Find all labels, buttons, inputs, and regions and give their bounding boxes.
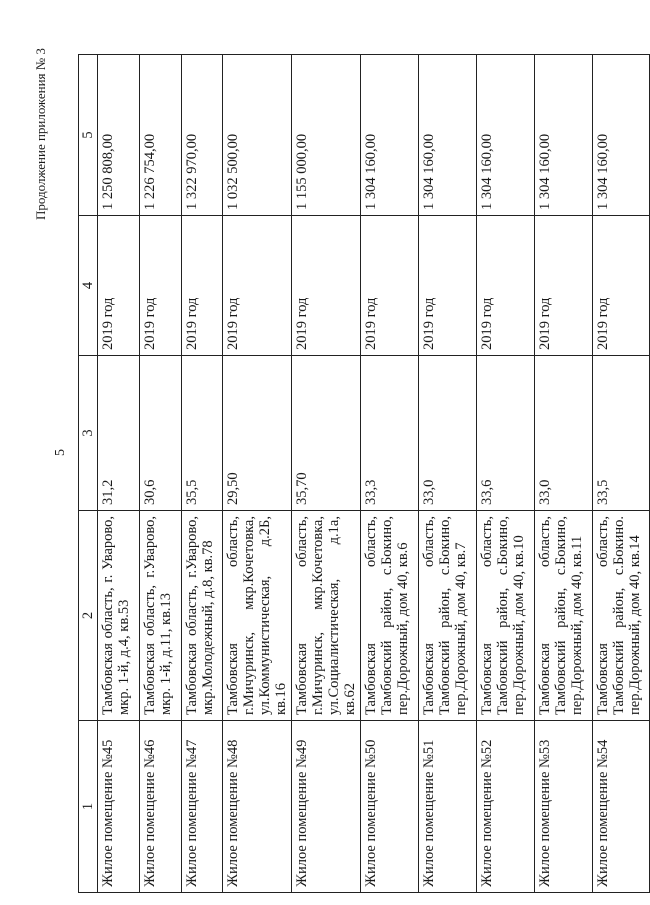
area-cell: 33,0 bbox=[535, 356, 593, 511]
price-cell: 1 304 160,00 bbox=[477, 55, 535, 216]
year-cell: 2019 год bbox=[361, 216, 419, 356]
housing-table bbox=[78, 54, 650, 893]
column-header: 5 bbox=[79, 55, 98, 216]
property-name-cell: Жилое помещение №53 bbox=[535, 721, 593, 893]
address-cell: Тамбовская область, Тамбовский район, с.Бокино, пер.Дорожный, дом 40, кв.7 bbox=[419, 511, 477, 721]
price-cell: 1 032 500,00 bbox=[223, 55, 292, 216]
year-cell: 2019 год bbox=[292, 216, 361, 356]
price-cell: 1 304 160,00 bbox=[593, 55, 650, 216]
property-name-cell: Жилое помещение №48 bbox=[223, 721, 292, 893]
area-cell: 35,5 bbox=[182, 356, 223, 511]
year-cell: 2019 год bbox=[477, 216, 535, 356]
area-cell: 29,50 bbox=[223, 356, 292, 511]
table-row bbox=[292, 55, 361, 893]
table-row bbox=[535, 55, 593, 893]
price-cell: 1 304 160,00 bbox=[535, 55, 593, 216]
year-cell: 2019 год bbox=[140, 216, 182, 356]
address-cell: Тамбовская область, Тамбовский район, с.Бокино. пер.Дорожный, дом 40, кв.14 bbox=[593, 511, 650, 721]
address-cell: Тамбовская область, Тамбовский район, с.Бокино, пер.Дорожный, дом 40, кв.11 bbox=[535, 511, 593, 721]
price-cell: 1 155 000,00 bbox=[292, 55, 361, 216]
year-cell: 2019 год bbox=[98, 216, 140, 356]
area-cell: 33,3 bbox=[361, 356, 419, 511]
property-name-cell: Жилое помещение №47 bbox=[182, 721, 223, 893]
address-cell: Тамбовская область, г.Уварово, мкр. 1-й, д.11, кв.13 bbox=[140, 511, 182, 721]
year-cell: 2019 год bbox=[535, 216, 593, 356]
table-row bbox=[593, 55, 650, 893]
price-cell: 1 322 970,00 bbox=[182, 55, 223, 216]
table-row bbox=[98, 55, 140, 893]
address-cell: Тамбовская область, Тамбовский район, с.Бокино, пер.Дорожный, дом 40, кв.10 bbox=[477, 511, 535, 721]
address-cell: Тамбовская область, г. Уварово, мкр. 1-й, д.4, кв.53 bbox=[98, 511, 140, 721]
price-cell: 1 304 160,00 bbox=[419, 55, 477, 216]
address-cell: Тамбовская область, Тамбовский район, с.Бокино, пер.Дорожный, дом 40, кв.6 bbox=[361, 511, 419, 721]
column-header: 4 bbox=[79, 216, 98, 356]
price-cell: 1 226 754,00 bbox=[140, 55, 182, 216]
column-number-row bbox=[79, 55, 98, 893]
property-name-cell: Жилое помещение №49 bbox=[292, 721, 361, 893]
page-number: 5 bbox=[53, 449, 68, 456]
area-cell: 31,2 bbox=[98, 356, 140, 511]
year-cell: 2019 год bbox=[593, 216, 650, 356]
area-cell: 33,5 bbox=[593, 356, 650, 511]
address-cell: Тамбовская область, г.Мичуринск, мкр.Кочетовка, ул.Социалистическая, д.1а, кв.62 bbox=[292, 511, 361, 721]
appendix-continuation-note: Продолжение приложения № 3 bbox=[33, 48, 48, 220]
property-name-cell: Жилое помещение №54 bbox=[593, 721, 650, 893]
column-header: 3 bbox=[79, 356, 98, 511]
table-row bbox=[361, 55, 419, 893]
price-cell: 1 304 160,00 bbox=[361, 55, 419, 216]
price-cell: 1 250 808,00 bbox=[98, 55, 140, 216]
property-name-cell: Жилое помещение №50 bbox=[361, 721, 419, 893]
column-header: 2 bbox=[79, 511, 98, 721]
table-row bbox=[223, 55, 292, 893]
area-cell: 30,6 bbox=[140, 356, 182, 511]
year-cell: 2019 год bbox=[182, 216, 223, 356]
property-name-cell: Жилое помещение №52 bbox=[477, 721, 535, 893]
year-cell: 2019 год bbox=[419, 216, 477, 356]
address-cell: Тамбовская область, г.Мичуринск, мкр.Кочетовка, ул.Коммунистическая, д.2Б, кв.16 bbox=[223, 511, 292, 721]
table-row bbox=[182, 55, 223, 893]
column-header: 1 bbox=[79, 721, 98, 893]
property-name-cell: Жилое помещение №51 bbox=[419, 721, 477, 893]
area-cell: 33,6 bbox=[477, 356, 535, 511]
table-row bbox=[140, 55, 182, 893]
year-cell: 2019 год bbox=[223, 216, 292, 356]
property-name-cell: Жилое помещение №46 bbox=[140, 721, 182, 893]
property-name-cell: Жилое помещение №45 bbox=[98, 721, 140, 893]
table-row bbox=[419, 55, 477, 893]
area-cell: 33,0 bbox=[419, 356, 477, 511]
area-cell: 35,70 bbox=[292, 356, 361, 511]
address-cell: Тамбовская область, г.Уварово, мкр.Молодежный, д.8, кв.78 bbox=[182, 511, 223, 721]
table-row bbox=[477, 55, 535, 893]
